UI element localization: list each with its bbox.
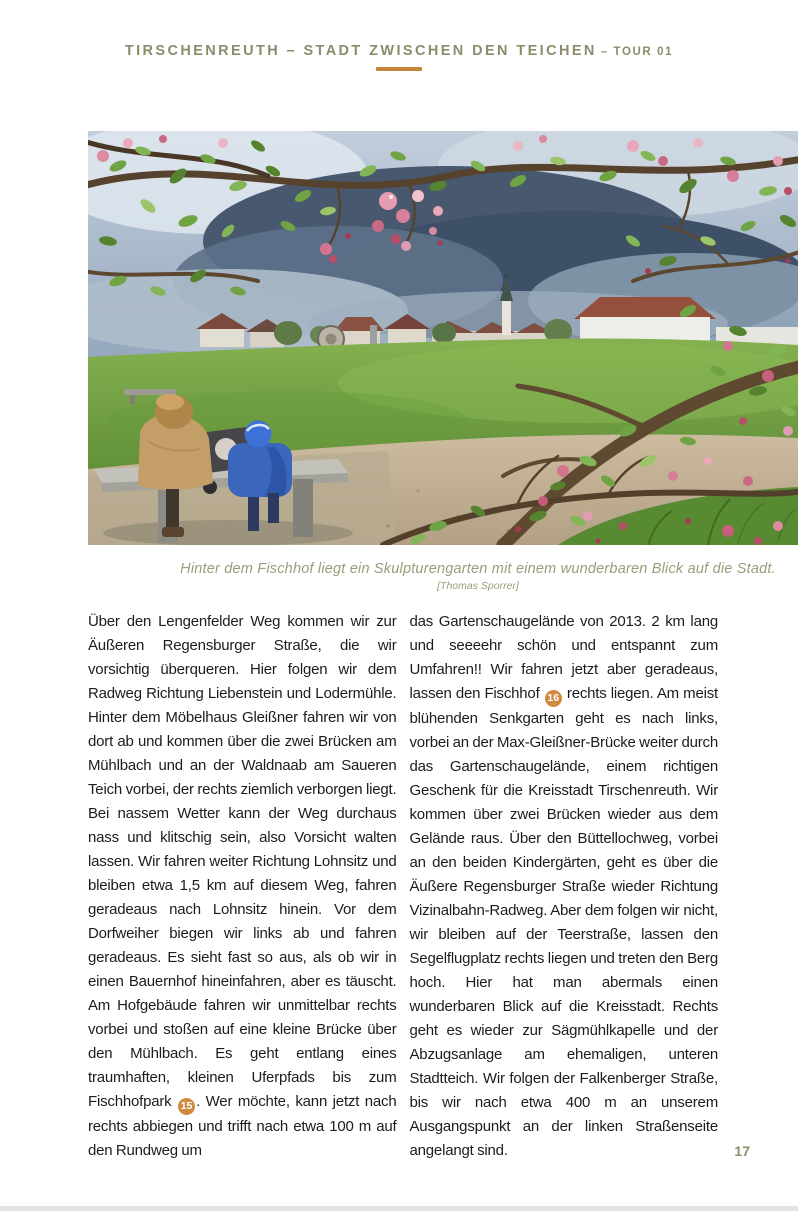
photo-caption-text: Hinter dem Fischhof liegt ein Skulpturengarten mit einem wunderbaren Blick auf die Stadt. xyxy=(180,561,776,577)
page-number: 17 xyxy=(734,1143,750,1159)
photo-credit: [Thomas Sporrer] xyxy=(437,580,519,592)
tour-photo xyxy=(88,131,798,545)
title-underline-accent xyxy=(376,67,422,71)
tour-title: TIRSCHENREUTH – STADT ZWISCHEN DEN TEICHEN xyxy=(124,43,597,59)
body-text-left-2: . Wer möchte, kann jetzt nach rechts abbiegen und trifft nach etwa 100 m auf den Rundweg um xyxy=(88,1093,397,1159)
photo-caption xyxy=(88,561,798,593)
body-column-right xyxy=(410,610,719,1163)
waypoint-badge-16: 16 xyxy=(545,690,562,707)
article-body xyxy=(88,610,718,1163)
photo-illustration xyxy=(88,131,798,545)
body-text-right-2: rechts liegen. Am meist blühenden Senkgarten geht es nach links, vorbei an der Max-Gleißner-Brücke weiter durch das Gartenschaugelände, einem richtigen Geschenk für die Kreisstadt Tirschenreuth. Wir kommen über zwei Brücken wieder aus dem Gelände raus. Über den Büttellochweg, vorbei an den beiden Kindergärten, geht es über die Äußere Regensburger Straße wieder Richtung Vizinalbahn-Radweg. Aber dem folgen wir nicht, wir bleiben auf der Teerstraße, lassen den Segelflugplatz rechts liegen und treten den Berg hoch. Hier hat man abermals einen wunderbaren Blick auf die Kreisstadt. Rechts geht es wieder zur Sägmühlkapelle und der Abzugsanlage am ehemaligen, unteren Stadtteich. Wir folgen der Falkenberger Straße, bis wir nach etwa 400 m an unserem Ausgangspunkt an der linken Straßenseite angelangt sind. xyxy=(409,685,718,1159)
church-tower xyxy=(502,299,511,335)
tour-number: – TOUR 01 xyxy=(600,46,674,58)
page-header xyxy=(0,42,798,71)
body-text-right-1: das Gartenschaugelände von 2013. 2 km lang und seeeehr schön und entspannt zum Umfahren!! Wir fahren jetzt aber geradeaus, lassen den Fischhof xyxy=(409,613,718,702)
waypoint-badge-15: 15 xyxy=(178,1098,195,1115)
body-text-left-1: Über den Lengenfelder Weg kommen wir zur Äußeren Regensburger Straße, die wir vorsichtig überqueren. Hier folgen wir dem Radweg Richtung Liebenstein und Lodermühle. Hinter dem Möbelhaus Gleißner fahren wir von dort ab und kommen über die zwei Brücken am Mühlbach und an der Waldnaab am Saueren Teich vorbei, der rechts ziemlich verborgen liegt. Bei nassem Wetter kann der Weg durchaus nass und klitschig sein, also Vorsicht walten lassen. Wir fahren weiter Richtung Lohnsitz und bleiben etwa 1,5 km auf diesem Weg, fahren geradeaus nach Lohnsitz hinein. Vor dem Dorfweiher biegen wir links ab und fahren geradeaus. Es sieht fast so aus, als ob wir in einen Bauernhof hineinfahren, aber es täuscht. Am Hofgebäude fahren wir unmittelbar rechts vorbei und stoßen auf eine kleine Brücke über den Mühlbach. Es geht entlang eines traumhaften, kleinen Uferpfads bis zum Fischhofpark xyxy=(88,613,397,1110)
body-column-left xyxy=(88,610,397,1163)
